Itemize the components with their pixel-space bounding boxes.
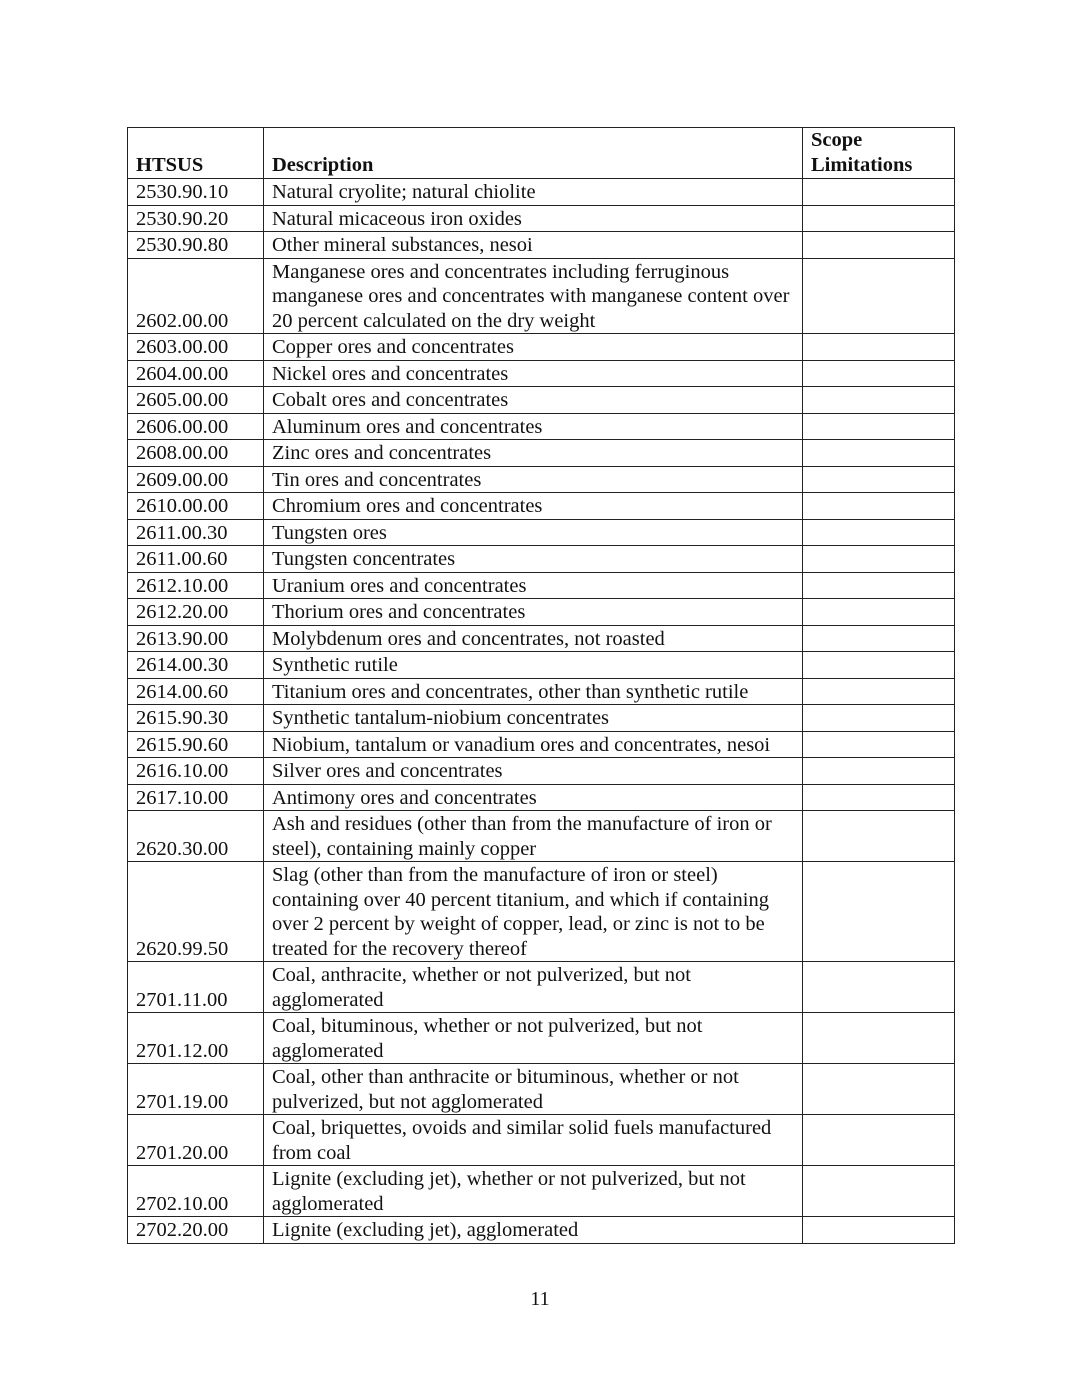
htsus-code-cell: 2610.00.00	[128, 493, 264, 520]
htsus-code-cell: 2615.90.60	[128, 731, 264, 758]
htsus-code-cell: 2530.90.80	[128, 232, 264, 259]
description-cell: Coal, bituminous, whether or not pulverized, but not agglomerated	[264, 1013, 803, 1064]
scope-limitations-cell	[803, 519, 955, 546]
scope-limitations-cell	[803, 625, 955, 652]
htsus-code-cell: 2612.20.00	[128, 599, 264, 626]
description-cell: Coal, anthracite, whether or not pulverized, but not agglomerated	[264, 962, 803, 1013]
table-row	[128, 1115, 955, 1166]
description-cell: Tungsten concentrates	[264, 546, 803, 573]
htsus-code-cell: 2701.19.00	[128, 1064, 264, 1115]
htsus-code-cell: 2611.00.30	[128, 519, 264, 546]
scope-limitations-cell	[803, 179, 955, 206]
scope-limitations-cell	[803, 1166, 955, 1217]
htsus-code-cell: 2611.00.60	[128, 546, 264, 573]
htsus-code-cell: 2702.20.00	[128, 1217, 264, 1244]
table-row	[128, 334, 955, 361]
description-cell: Manganese ores and concentrates including ferruginous manganese ores and concentrates with manganese content over 20 percent calculated on the dry weight	[264, 258, 803, 334]
table-row	[128, 258, 955, 334]
htsus-code-cell: 2620.30.00	[128, 811, 264, 862]
scope-limitations-cell	[803, 232, 955, 259]
table-row	[128, 232, 955, 259]
scope-limitations-cell	[803, 758, 955, 785]
table-row	[128, 440, 955, 467]
htsus-code-cell: 2602.00.00	[128, 258, 264, 334]
scope-limitations-cell	[803, 334, 955, 361]
description-cell: Uranium ores and concentrates	[264, 572, 803, 599]
table-row	[128, 1013, 955, 1064]
scope-limitations-cell	[803, 572, 955, 599]
description-cell: Aluminum ores and concentrates	[264, 413, 803, 440]
htsus-code-cell: 2608.00.00	[128, 440, 264, 467]
header-htsus: HTSUS	[128, 128, 264, 179]
scope-limitations-cell	[803, 1013, 955, 1064]
htsus-code-cell: 2609.00.00	[128, 466, 264, 493]
htsus-code-cell: 2620.99.50	[128, 862, 264, 962]
scope-limitations-cell	[803, 962, 955, 1013]
description-cell: Lignite (excluding jet), whether or not pulverized, but not agglomerated	[264, 1166, 803, 1217]
htsus-code-cell: 2605.00.00	[128, 387, 264, 414]
scope-limitations-cell	[803, 205, 955, 232]
table-row	[128, 179, 955, 206]
table-row	[128, 811, 955, 862]
scope-limitations-cell	[803, 1217, 955, 1244]
description-cell: Tungsten ores	[264, 519, 803, 546]
description-cell: Natural cryolite; natural chiolite	[264, 179, 803, 206]
description-cell: Slag (other than from the manufacture of iron or steel) containing over 40 percent titanium, and which if containing over 2 percent by weight of copper, lead, or zinc is not to be treated for the recovery thereof	[264, 862, 803, 962]
table-row	[128, 1166, 955, 1217]
table-row	[128, 962, 955, 1013]
description-cell: Synthetic rutile	[264, 652, 803, 679]
description-cell: Synthetic tantalum-niobium concentrates	[264, 705, 803, 732]
htsus-code-cell: 2617.10.00	[128, 784, 264, 811]
scope-limitations-cell	[803, 413, 955, 440]
htsus-code-cell: 2530.90.20	[128, 205, 264, 232]
scope-limitations-cell	[803, 599, 955, 626]
table-row	[128, 493, 955, 520]
table-row	[128, 678, 955, 705]
table-row	[128, 599, 955, 626]
table-row	[128, 784, 955, 811]
table-row	[128, 862, 955, 962]
htsus-code-cell: 2530.90.10	[128, 179, 264, 206]
htsus-code-cell: 2702.10.00	[128, 1166, 264, 1217]
table-row	[128, 413, 955, 440]
htsus-code-cell: 2613.90.00	[128, 625, 264, 652]
scope-limitations-cell	[803, 784, 955, 811]
scope-limitations-cell	[803, 466, 955, 493]
description-cell: Zinc ores and concentrates	[264, 440, 803, 467]
htsus-code-cell: 2615.90.30	[128, 705, 264, 732]
table-row	[128, 758, 955, 785]
description-cell: Nickel ores and concentrates	[264, 360, 803, 387]
htsus-code-cell: 2701.11.00	[128, 962, 264, 1013]
scope-limitations-cell	[803, 258, 955, 334]
description-cell: Molybdenum ores and concentrates, not roasted	[264, 625, 803, 652]
description-cell: Copper ores and concentrates	[264, 334, 803, 361]
table-row	[128, 546, 955, 573]
description-cell: Coal, other than anthracite or bituminous, whether or not pulverized, but not agglomerated	[264, 1064, 803, 1115]
scope-limitations-cell	[803, 862, 955, 962]
htsus-code-cell: 2701.20.00	[128, 1115, 264, 1166]
description-cell: Tin ores and concentrates	[264, 466, 803, 493]
htsus-code-cell: 2603.00.00	[128, 334, 264, 361]
table-row	[128, 387, 955, 414]
table-body	[128, 179, 955, 1244]
description-cell: Other mineral substances, nesoi	[264, 232, 803, 259]
table-row	[128, 360, 955, 387]
page-number: 11	[530, 1288, 550, 1310]
htsus-code-cell: 2614.00.30	[128, 652, 264, 679]
header-scope-limitations: Scope Limitations	[803, 128, 955, 179]
table-row	[128, 1217, 955, 1244]
description-cell: Niobium, tantalum or vanadium ores and concentrates, nesoi	[264, 731, 803, 758]
htsus-code-cell: 2701.12.00	[128, 1013, 264, 1064]
description-cell: Coal, briquettes, ovoids and similar solid fuels manufactured from coal	[264, 1115, 803, 1166]
scope-limitations-cell	[803, 1064, 955, 1115]
table-header	[128, 128, 955, 179]
description-cell: Lignite (excluding jet), agglomerated	[264, 1217, 803, 1244]
description-cell: Thorium ores and concentrates	[264, 599, 803, 626]
description-cell: Chromium ores and concentrates	[264, 493, 803, 520]
header-description: Description	[264, 128, 803, 179]
scope-limitations-cell	[803, 493, 955, 520]
table-row	[128, 625, 955, 652]
scope-limitations-cell	[803, 678, 955, 705]
table-row	[128, 1064, 955, 1115]
table-row	[128, 705, 955, 732]
htsus-code-cell: 2604.00.00	[128, 360, 264, 387]
description-cell: Silver ores and concentrates	[264, 758, 803, 785]
table-row	[128, 519, 955, 546]
table-row	[128, 731, 955, 758]
scope-limitations-cell	[803, 387, 955, 414]
description-cell: Titanium ores and concentrates, other than synthetic rutile	[264, 678, 803, 705]
description-cell: Cobalt ores and concentrates	[264, 387, 803, 414]
table-row	[128, 205, 955, 232]
scope-limitations-cell	[803, 546, 955, 573]
scope-limitations-cell	[803, 652, 955, 679]
htsus-code-cell: 2612.10.00	[128, 572, 264, 599]
description-cell: Natural micaceous iron oxides	[264, 205, 803, 232]
scope-limitations-cell	[803, 731, 955, 758]
description-cell: Ash and residues (other than from the manufacture of iron or steel), containing mainly copper	[264, 811, 803, 862]
htsus-code-cell: 2614.00.60	[128, 678, 264, 705]
scope-limitations-cell	[803, 705, 955, 732]
header-row	[128, 128, 955, 179]
description-cell: Antimony ores and concentrates	[264, 784, 803, 811]
htsus-code-cell: 2616.10.00	[128, 758, 264, 785]
scope-limitations-cell	[803, 440, 955, 467]
table-row	[128, 466, 955, 493]
scope-limitations-cell	[803, 811, 955, 862]
table-row	[128, 652, 955, 679]
scope-limitations-cell	[803, 1115, 955, 1166]
table-row	[128, 572, 955, 599]
htsus-table	[127, 127, 955, 1244]
scope-limitations-cell	[803, 360, 955, 387]
htsus-code-cell: 2606.00.00	[128, 413, 264, 440]
